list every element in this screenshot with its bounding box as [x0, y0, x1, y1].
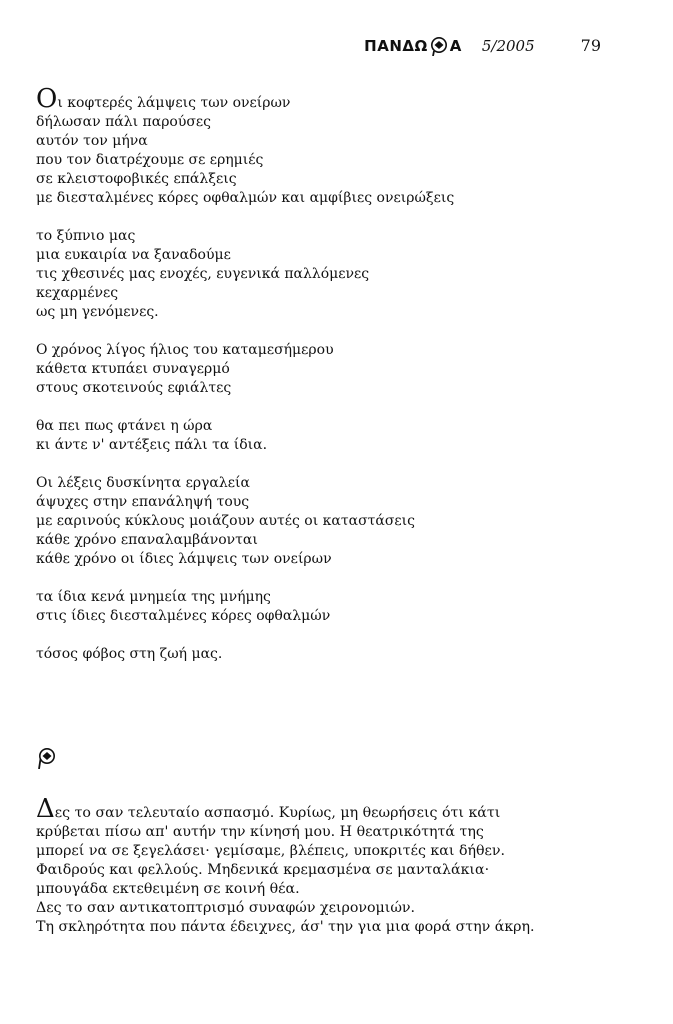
poem-line: τα ίδια κενά μνημεία της μνήμης [36, 589, 271, 605]
poem-line: που τον διατρέχουμε σε ερημιές [36, 152, 264, 168]
poem-line: με εαρινούς κύκλους μοιάζουν αυτές οι καταστάσεις [36, 513, 415, 529]
poem-line: σε κλειστοφοβικές επάλξεις [36, 171, 237, 187]
prose-line: Φαιδρούς και φελλούς. Μηδενικά κρεμασμένα σε μανταλάκια· [36, 862, 490, 878]
poem-line: κάθε χρόνο οι ίδιες λάμψεις των ονείρων [36, 551, 332, 567]
poem-line: αυτόν τον μήνα [36, 133, 148, 149]
poem-line: μια ευκαιρία να ξαναδούμε [36, 247, 231, 263]
poem-stanza [36, 84, 636, 208]
poem-drop-cap: Ο [36, 84, 58, 114]
poem-line: κεχαρμένες [36, 285, 119, 301]
running-header [364, 36, 601, 56]
poem-line: θα πει πως φτάνει η ώρα [36, 418, 213, 434]
poem-stanza [36, 474, 636, 569]
page-number: 79 [580, 36, 601, 55]
poem-line: τις χθεσινές μας ενοχές, ευγενικά παλλόμενες [36, 266, 370, 282]
poem-line: ως μη γενόμενες. [36, 304, 159, 320]
prose-line: Τη σκληρότητα που πάντα έδειχνες, άσ' την για μια φορά στην άκρη. [36, 919, 535, 935]
poem-stanza [36, 417, 636, 455]
prose-paragraph [36, 794, 636, 937]
poem-stanza [36, 645, 636, 664]
poem-line: τόσος φόβος στη ζωή μας. [36, 646, 223, 662]
poem-line: Οι λέξεις δυσκίνητα εργαλεία [36, 475, 250, 491]
poem-stanza [36, 588, 636, 626]
poem-line: Ο χρόνος λίγος ήλιος του καταμεσήμερου [36, 342, 334, 358]
prose-line: μπουγάδα εκτεθειμένη σε κοινή θέα. [36, 881, 300, 897]
prose-drop-cap: Δ [36, 794, 55, 824]
poem-line: δήλωσαν πάλι παρούσες [36, 114, 212, 130]
pandora-box-logo-icon [429, 36, 449, 56]
issue-label: 5/2005 [481, 37, 535, 55]
poem-line: κι άντε ν' αντέξεις πάλι τα ίδια. [36, 437, 268, 453]
poem-line: άψυχες στην επανάληψή τους [36, 494, 250, 510]
poem-line: στις ίδιες διεσταλμένες κόρες οφθαλμών [36, 608, 331, 624]
prose-line: Δες το σαν τελευταίο ασπασμό. Κυρίως, μη θεωρήσεις ότι κάτι [36, 794, 501, 824]
poem-line: κάθετα κτυπάει συναγερμό [36, 361, 230, 377]
poem-line: στους σκοτεινούς εφιάλτες [36, 380, 232, 396]
journal-name: ΠΑΝΔΩ Α [364, 37, 462, 55]
poem-line: Οι κοφτερές λάμψεις των ονείρων [36, 84, 291, 114]
poem-line: κάθε χρόνο επαναλαμβάνονται [36, 532, 258, 548]
prose-line: κρύβεται πίσω απ' αυτήν την κίνησή μου. Η θεατρικότητά της [36, 824, 484, 840]
poem-stanza [36, 341, 636, 398]
poem [36, 84, 636, 683]
poem-stanza [36, 227, 636, 322]
prose-line: μπορεί να σε ξεγελάσει· γεμίσαμε, βλέπεις, υποκριτές και δήθεν. [36, 843, 506, 859]
prose-line: Δες το σαν αντικατοπτρισμό συναφών χειρονομιών. [36, 900, 416, 916]
pandora-box-logo-icon [36, 747, 56, 769]
poem-line: με διεσταλμένες κόρες οφθαλμών και αμφίβιες ονειρώξεις [36, 190, 455, 206]
poem-line: το ξύπνιο μας [36, 228, 136, 244]
